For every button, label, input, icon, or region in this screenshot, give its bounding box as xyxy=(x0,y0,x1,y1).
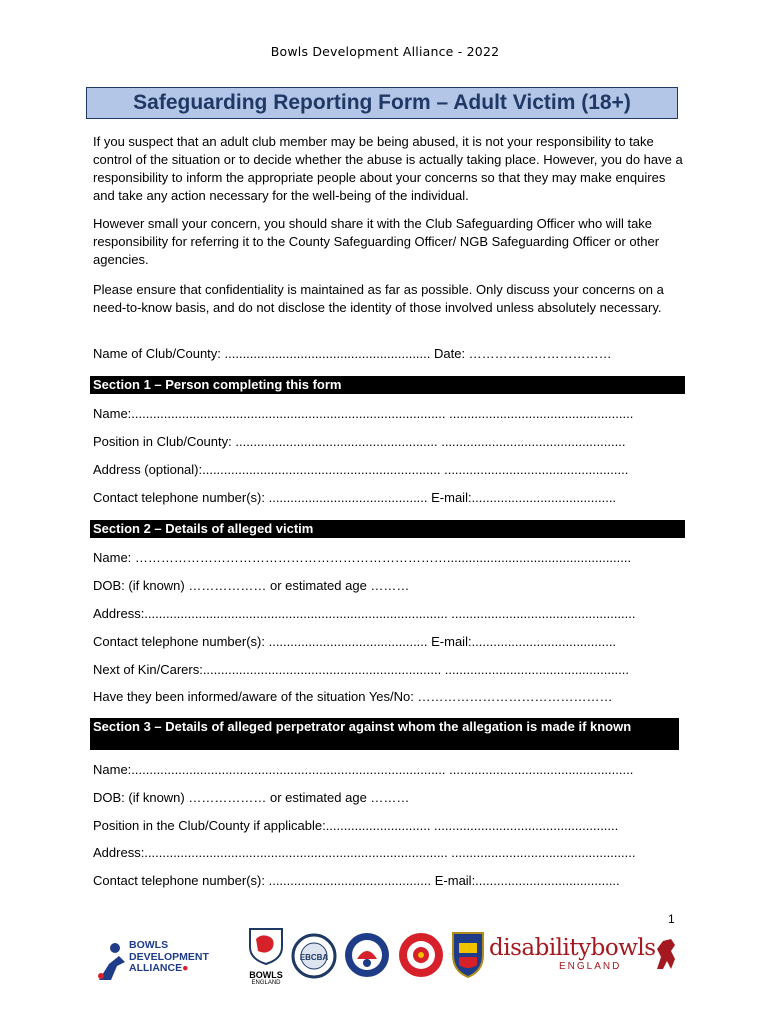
intro-paragraph-2: However small your concern, you should share it with the Club Safeguarding Officer who will take responsibility for referring it to the County Safeguarding Officer/ NGB Safeguarding Officer or other agencies. xyxy=(93,216,660,267)
disability-bowls-sub: ENGLAND xyxy=(559,961,622,972)
eiba-logo xyxy=(343,931,391,979)
bda-text-1: BOWLS xyxy=(129,939,169,951)
club-county-date-field[interactable]: Name of Club/County: ......................................................... Date: …………………………… xyxy=(93,346,612,361)
bda-logo xyxy=(95,938,225,986)
s1-phone-email-field[interactable]: Contact telephone number(s): ............................................ E-mail:........................................ xyxy=(93,490,617,505)
lion-icon xyxy=(653,935,679,973)
bowls-england-logo xyxy=(248,927,288,989)
lion-shield-icon xyxy=(248,927,284,965)
s2-informed-field[interactable]: Have they been informed/aware of the situation Yes/No: ……………………………………… xyxy=(93,689,613,704)
s2-phone-email-field[interactable]: Contact telephone number(s): ............................................ E-mail:........................................ xyxy=(93,634,617,649)
bowler-icon xyxy=(95,942,129,982)
section-1-heading: Section 1 – Person completing this form xyxy=(90,376,685,394)
page-number: 1 xyxy=(668,912,675,926)
page-header: Bowls Development Alliance - 2022 xyxy=(270,44,500,59)
s2-dob-field[interactable]: DOB: (if known) ……………… or estimated age ……… xyxy=(93,578,410,593)
s2-next-of-kin-field[interactable]: Next of Kin/Carers:.................................................................. ................................................... xyxy=(93,662,630,677)
s1-address-field[interactable]: Address (optional):.................................................................. ................................................... xyxy=(93,462,629,477)
sponsor-logos xyxy=(93,925,683,995)
bda-text-3: ALLIANCE● xyxy=(129,962,189,974)
bda-text-2: DEVELOPMENT xyxy=(129,950,209,963)
section-3-heading: Section 3 – Details of alleged perpetrator against whom the allegation is made if known xyxy=(90,718,679,750)
s3-position-field[interactable]: Position in the Club/County if applicable:............................. ................................................... xyxy=(93,818,619,833)
section-2-heading: Section 2 – Details of alleged victim xyxy=(90,520,685,538)
s3-phone-email-field[interactable]: Contact telephone number(s): ............................................. E-mail:........................................ xyxy=(93,873,620,888)
bowls-england-text: BOWLS xyxy=(249,970,283,980)
s2-address-field[interactable]: Address:.................................................................................... ................................................... xyxy=(93,606,636,621)
rose-roundel-icon xyxy=(397,931,445,979)
s1-position-field[interactable]: Position in Club/County: ........................................................ ................................................... xyxy=(93,434,626,449)
intro-paragraph-1: If you suspect that an adult club member may be being abused, it is not your responsibility to take control of the situation or to decide whether the abuse is actually taking place. However, you do have a responsibility to inform the appropriate people about your concerns so that they may make enquires and take any action necessary for the well-being of the individual. xyxy=(93,134,683,203)
s3-dob-field[interactable]: DOB: (if known) ……………… or estimated age ……… xyxy=(93,790,410,805)
form-title: Safeguarding Reporting Form – Adult Victim (18+) xyxy=(86,87,678,119)
disability-bowls-logo xyxy=(489,935,683,981)
ebcba-logo xyxy=(291,933,337,979)
s3-address-field[interactable]: Address:.................................................................................... ................................................... xyxy=(93,845,636,860)
ebcba-text: EBCBA xyxy=(299,953,329,962)
crest-shield-icon xyxy=(451,929,485,979)
s3-name-field[interactable]: Name:....................................................................................... ................................................... xyxy=(93,762,634,777)
s1-name-field[interactable]: Name:....................................................................................... ................................................... xyxy=(93,406,634,421)
crest-logo xyxy=(451,929,485,979)
s2-name-field[interactable]: Name: ………………………………………………………………................................................... xyxy=(93,550,632,565)
eiba-roundel-icon xyxy=(343,931,391,979)
ebcba-roundel-icon xyxy=(291,933,337,979)
intro-paragraph-3: Please ensure that confidentiality is maintained as far as possible. Only discuss your concerns on a need-to-know basis, and do not disclose the identity of those involved unless absolutely necessary. xyxy=(93,282,664,315)
rose-logo xyxy=(397,931,445,979)
disability-bowls-text: disabilitybowls xyxy=(489,935,656,961)
bowls-england-sub: ENGLAND xyxy=(251,980,281,986)
